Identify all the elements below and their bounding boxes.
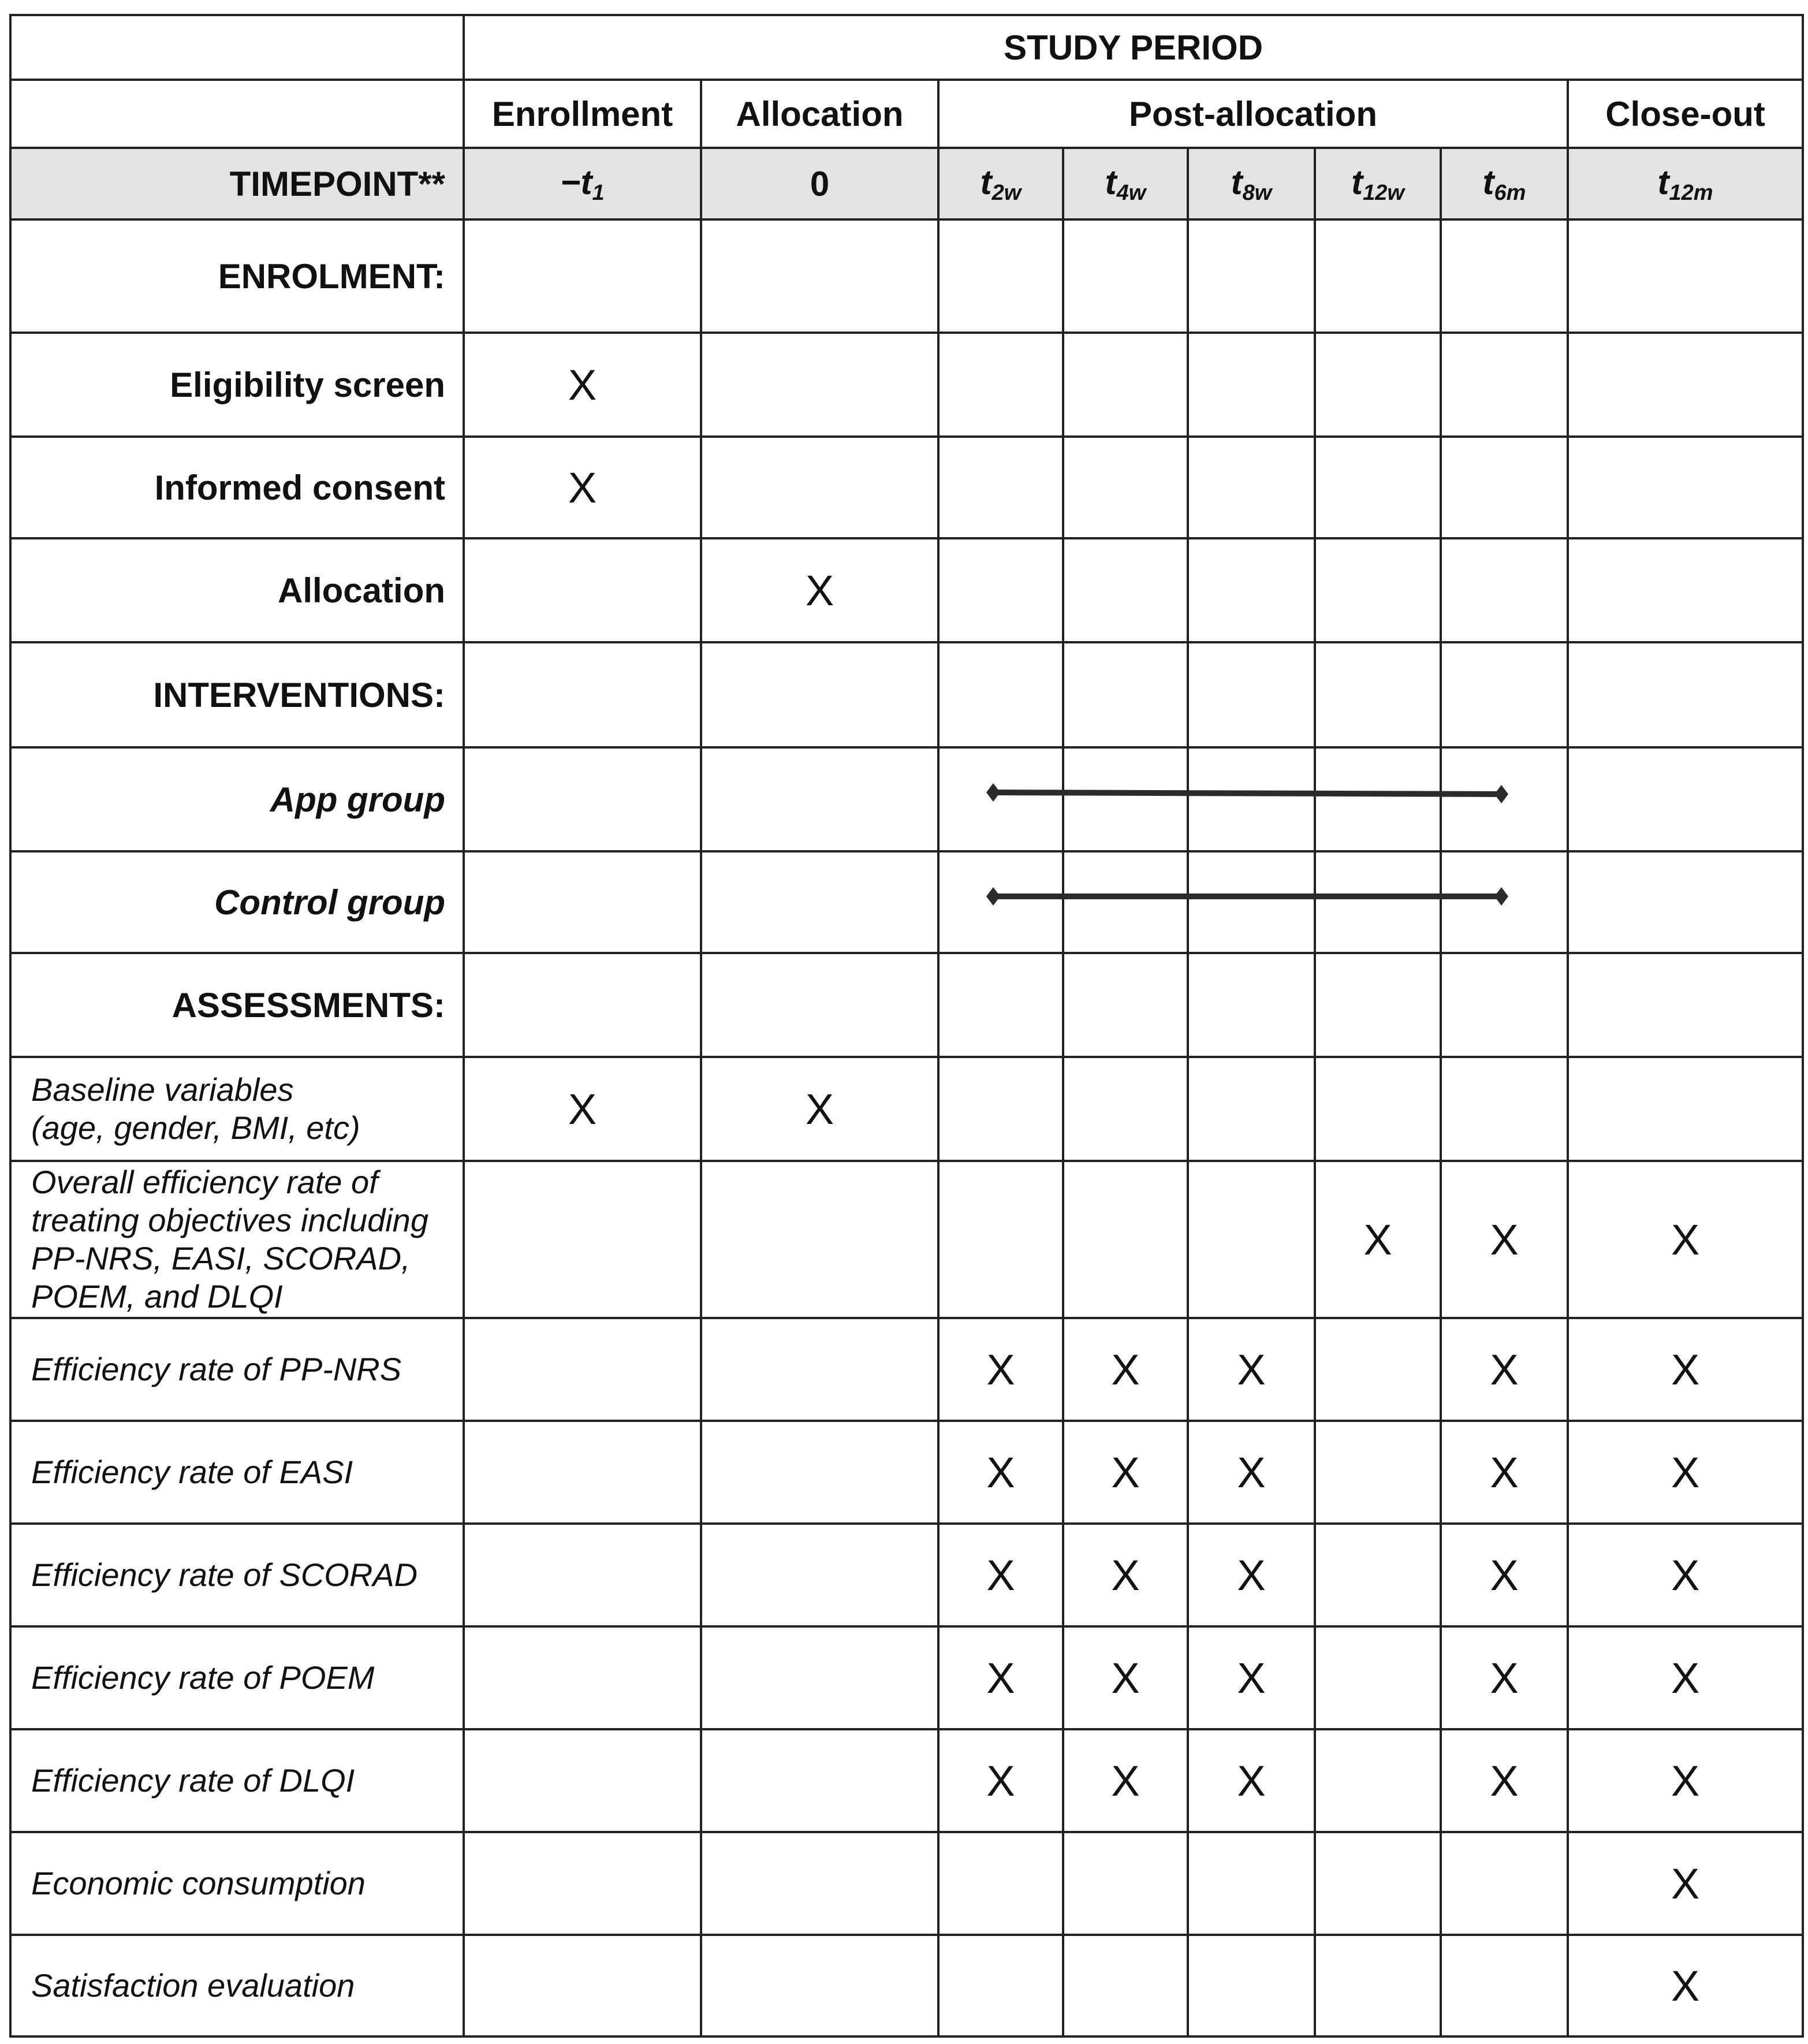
schedule-mark: [701, 1318, 938, 1421]
empty-cell: [1568, 851, 1803, 953]
empty-cell: [1441, 219, 1568, 333]
schedule-mark: X: [464, 1057, 701, 1161]
schedule-mark: [1188, 1935, 1315, 2036]
schedule-mark: [1188, 1832, 1315, 1935]
schedule-mark: [701, 1832, 938, 1935]
table-row: [10, 1421, 1803, 1524]
schedule-mark: [1315, 1421, 1441, 1524]
empty-cell: [701, 642, 938, 747]
schedule-mark: X: [1441, 1318, 1568, 1421]
timepoint-base: t: [1351, 162, 1363, 202]
table-row: [10, 1832, 1803, 1935]
schedule-mark: [701, 437, 938, 538]
schedule-mark: X: [1188, 1421, 1315, 1524]
row-label: Informed consent: [10, 437, 464, 538]
empty-cell: [701, 219, 938, 333]
timepoint-cell: [938, 148, 1063, 219]
schedule-mark: X: [1568, 1626, 1803, 1729]
row-label: Satisfaction evaluation: [10, 1935, 464, 2036]
phase-enrollment: Enrollment: [464, 80, 701, 148]
schedule-mark: X: [1188, 1626, 1315, 1729]
row-label: Control group: [10, 851, 464, 953]
empty-cell: [938, 642, 1063, 747]
row-label: Efficiency rate of DLQI: [10, 1729, 464, 1832]
empty-cell: [701, 851, 938, 953]
schedule-mark: X: [1568, 1318, 1803, 1421]
schedule-mark: [1188, 1057, 1315, 1161]
schedule-mark: [1188, 538, 1315, 642]
empty-cell: [1063, 219, 1188, 333]
timepoint-cell: [1063, 148, 1188, 219]
schedule-mark: [938, 1057, 1063, 1161]
schedule-mark: X: [1188, 1729, 1315, 1832]
empty-cell: [938, 747, 1063, 851]
table-row: [10, 1729, 1803, 1832]
schedule-mark: [1441, 1057, 1568, 1161]
empty-cell: [1441, 747, 1568, 851]
timepoint-sub: 4w: [1116, 180, 1146, 205]
empty-cell: [1063, 953, 1188, 1057]
empty-cell: [701, 953, 938, 1057]
schedule-mark: X: [464, 437, 701, 538]
timepoint-cell: [1441, 148, 1568, 219]
row-label: [10, 1057, 464, 1161]
schedule-mark: [1063, 1161, 1188, 1318]
schedule-mark: [1315, 1832, 1441, 1935]
table-row: [10, 1626, 1803, 1729]
timepoint-base: t: [1657, 162, 1669, 202]
schedule-mark: [464, 538, 701, 642]
schedule-mark: [1315, 1057, 1441, 1161]
empty-cell: [464, 851, 701, 953]
schedule-mark: [1063, 1832, 1188, 1935]
schedule-mark: [1315, 1318, 1441, 1421]
schedule-mark: [1315, 1524, 1441, 1626]
schedule-mark: [938, 333, 1063, 437]
empty-cell: [1188, 953, 1315, 1057]
schedule-mark: X: [464, 333, 701, 437]
phase-close-out: Close-out: [1568, 80, 1803, 148]
schedule-mark: X: [1441, 1421, 1568, 1524]
schedule-mark: X: [1063, 1421, 1188, 1524]
schedule-mark: [1063, 1057, 1188, 1161]
phase-row: [10, 80, 1803, 148]
row-label: Efficiency rate of EASI: [10, 1421, 464, 1524]
row-label: [10, 1161, 464, 1318]
empty-cell: [1188, 219, 1315, 333]
empty-cell: [1568, 642, 1803, 747]
empty-cell: [1315, 642, 1441, 747]
schedule-mark: X: [1568, 1729, 1803, 1832]
schedule-mark: [464, 1832, 701, 1935]
schedule-mark: X: [1441, 1524, 1568, 1626]
schedule-mark: X: [938, 1729, 1063, 1832]
schedule-mark: [701, 1935, 938, 2036]
timepoint-enrollment-sub: 1: [592, 180, 605, 205]
table-row: [10, 747, 1803, 851]
schedule-mark: [464, 1421, 701, 1524]
schedule-mark: X: [1568, 1524, 1803, 1626]
schedule-mark: [1063, 333, 1188, 437]
table-row: [10, 437, 1803, 538]
table-row: [10, 1935, 1803, 2036]
schedule-mark: [701, 1161, 938, 1318]
section-enrolment-label: ENROLMENT:: [10, 219, 464, 333]
assessments-section-row: [10, 953, 1803, 1057]
empty-cell: [1441, 953, 1568, 1057]
empty-cell: [701, 747, 938, 851]
schedule-mark: [938, 1832, 1063, 1935]
table-row: [10, 1161, 1803, 1318]
empty-cell: [1188, 747, 1315, 851]
timepoint-enrollment: [464, 148, 701, 219]
schedule-mark: X: [938, 1318, 1063, 1421]
row-label-line: (age, gender, BMI, etc): [31, 1110, 360, 1146]
study-period-row: [10, 15, 1803, 80]
empty-cell: [1441, 642, 1568, 747]
schedule-mark: X: [1315, 1161, 1441, 1318]
schedule-mark: [464, 1318, 701, 1421]
schedule-mark: [464, 1729, 701, 1832]
schedule-mark: [1315, 1729, 1441, 1832]
empty-cell: [464, 747, 701, 851]
schedule-mark: X: [1568, 1421, 1803, 1524]
empty-cell: [1441, 851, 1568, 953]
row-label-line: treating objectives including: [31, 1202, 428, 1238]
spirit-schedule-table: [9, 14, 1804, 2038]
schedule-mark: X: [1188, 1524, 1315, 1626]
timepoint-row: [10, 148, 1803, 219]
empty-cell: [938, 953, 1063, 1057]
empty-cell: [1315, 219, 1441, 333]
schedule-mark: [701, 1421, 938, 1524]
empty-cell: [464, 953, 701, 1057]
timepoint-base: t: [1105, 162, 1117, 202]
schedule-mark: [701, 1626, 938, 1729]
timepoint-cell: [1315, 148, 1441, 219]
schedule-mark: [1063, 437, 1188, 538]
schedule-mark: [1568, 437, 1803, 538]
schedule-mark: [1315, 1935, 1441, 2036]
row-label-line: POEM, and DLQI: [31, 1278, 283, 1315]
schedule-mark: X: [1063, 1729, 1188, 1832]
row-label-line: Overall efficiency rate of: [31, 1164, 378, 1200]
schedule-mark: X: [1441, 1729, 1568, 1832]
schedule-mark: [938, 437, 1063, 538]
row-label: Efficiency rate of POEM: [10, 1626, 464, 1729]
schedule-mark: [1568, 333, 1803, 437]
schedule-mark: [1568, 1057, 1803, 1161]
table-row: [10, 333, 1803, 437]
timepoint-base: t: [1482, 162, 1494, 202]
timepoint-cell: [1188, 148, 1315, 219]
corner-cell: [10, 15, 464, 80]
empty-cell: [464, 642, 701, 747]
row-label-line: Baseline variables: [31, 1071, 294, 1108]
empty-cell: [1063, 851, 1188, 953]
schedule-mark: [1063, 538, 1188, 642]
timepoint-label: TIMEPOINT**: [10, 148, 464, 219]
schedule-mark: [1188, 1161, 1315, 1318]
schedule-mark: [1315, 1626, 1441, 1729]
empty-cell: [1315, 953, 1441, 1057]
schedule-mark: [1568, 538, 1803, 642]
schedule-mark: [1441, 333, 1568, 437]
schedule-mark: X: [701, 1057, 938, 1161]
timepoint-sub: 12m: [1669, 180, 1713, 205]
schedule-mark: X: [1441, 1161, 1568, 1318]
empty-cell: [464, 219, 701, 333]
row-label-line: PP-NRS, EASI, SCORAD,: [31, 1240, 411, 1276]
empty-cell: [938, 851, 1063, 953]
table-row: [10, 1057, 1803, 1161]
row-label: Eligibility screen: [10, 333, 464, 437]
empty-cell: [1315, 851, 1441, 953]
schedule-mark: X: [1568, 1161, 1803, 1318]
schedule-mark: X: [938, 1626, 1063, 1729]
empty-cell: [1568, 953, 1803, 1057]
schedule-mark: [1315, 538, 1441, 642]
phase-allocation: Allocation: [701, 80, 938, 148]
schedule-mark: [938, 538, 1063, 642]
schedule-mark: [1441, 437, 1568, 538]
timepoint-sub: 2w: [991, 180, 1022, 205]
schedule-mark: [1063, 1935, 1188, 2036]
schedule-mark: [701, 1524, 938, 1626]
timepoint-sub: 6m: [1494, 180, 1526, 205]
empty-cell: [1188, 851, 1315, 953]
schedule-mark: X: [1441, 1626, 1568, 1729]
table-row: [10, 538, 1803, 642]
empty-cell: [1315, 747, 1441, 851]
table-row: [10, 1524, 1803, 1626]
schedule-mark: [1315, 333, 1441, 437]
schedule-mark: [701, 1729, 938, 1832]
timepoint-sub: 8w: [1242, 180, 1272, 205]
schedule-mark: [1188, 333, 1315, 437]
schedule-mark: [938, 1161, 1063, 1318]
schedule-mark: [938, 1935, 1063, 2036]
timepoint-base: t: [980, 162, 992, 202]
study-period-header: STUDY PERIOD: [464, 15, 1803, 80]
empty-cell: [1188, 642, 1315, 747]
schedule-mark: X: [1188, 1318, 1315, 1421]
schedule-mark: [464, 1626, 701, 1729]
empty-cell: [1063, 642, 1188, 747]
table-row: [10, 1318, 1803, 1421]
schedule-mark: X: [938, 1524, 1063, 1626]
schedule-mark: [701, 333, 938, 437]
row-label: Economic consumption: [10, 1832, 464, 1935]
table-row: [10, 851, 1803, 953]
schedule-mark: [464, 1161, 701, 1318]
schedule-mark: X: [938, 1421, 1063, 1524]
row-label: App group: [10, 747, 464, 851]
schedule-mark: X: [1568, 1832, 1803, 1935]
schedule-mark: X: [1568, 1935, 1803, 2036]
schedule-mark: [1315, 437, 1441, 538]
timepoint-base: t: [1231, 162, 1243, 202]
empty-cell: [1568, 219, 1803, 333]
schedule-mark: X: [1063, 1318, 1188, 1421]
phase-empty-cell: [10, 80, 464, 148]
schedule-mark: [1441, 538, 1568, 642]
timepoint-cell: [1568, 148, 1803, 219]
timepoint-enrollment-base: −t: [560, 162, 592, 202]
interventions-section-row: [10, 642, 1803, 747]
phase-post-allocation: Post-allocation: [938, 80, 1568, 148]
schedule-mark: [1188, 437, 1315, 538]
schedule-mark: [1441, 1832, 1568, 1935]
empty-cell: [1063, 747, 1188, 851]
schedule-mark: [464, 1524, 701, 1626]
section-assessments-label: ASSESSMENTS:: [10, 953, 464, 1057]
row-label: Allocation: [10, 538, 464, 642]
empty-cell: [938, 219, 1063, 333]
section-interventions-label: INTERVENTIONS:: [10, 642, 464, 747]
row-label: Efficiency rate of SCORAD: [10, 1524, 464, 1626]
schedule-mark: X: [1063, 1524, 1188, 1626]
empty-cell: [1568, 747, 1803, 851]
schedule-mark: [1441, 1935, 1568, 2036]
row-label: Efficiency rate of PP-NRS: [10, 1318, 464, 1421]
schedule-mark: X: [701, 538, 938, 642]
timepoint-sub: 12w: [1363, 180, 1404, 205]
timepoint-allocation: 0: [701, 148, 938, 219]
enrolment-section-row: [10, 219, 1803, 333]
schedule-mark: [464, 1935, 701, 2036]
schedule-mark: X: [1063, 1626, 1188, 1729]
